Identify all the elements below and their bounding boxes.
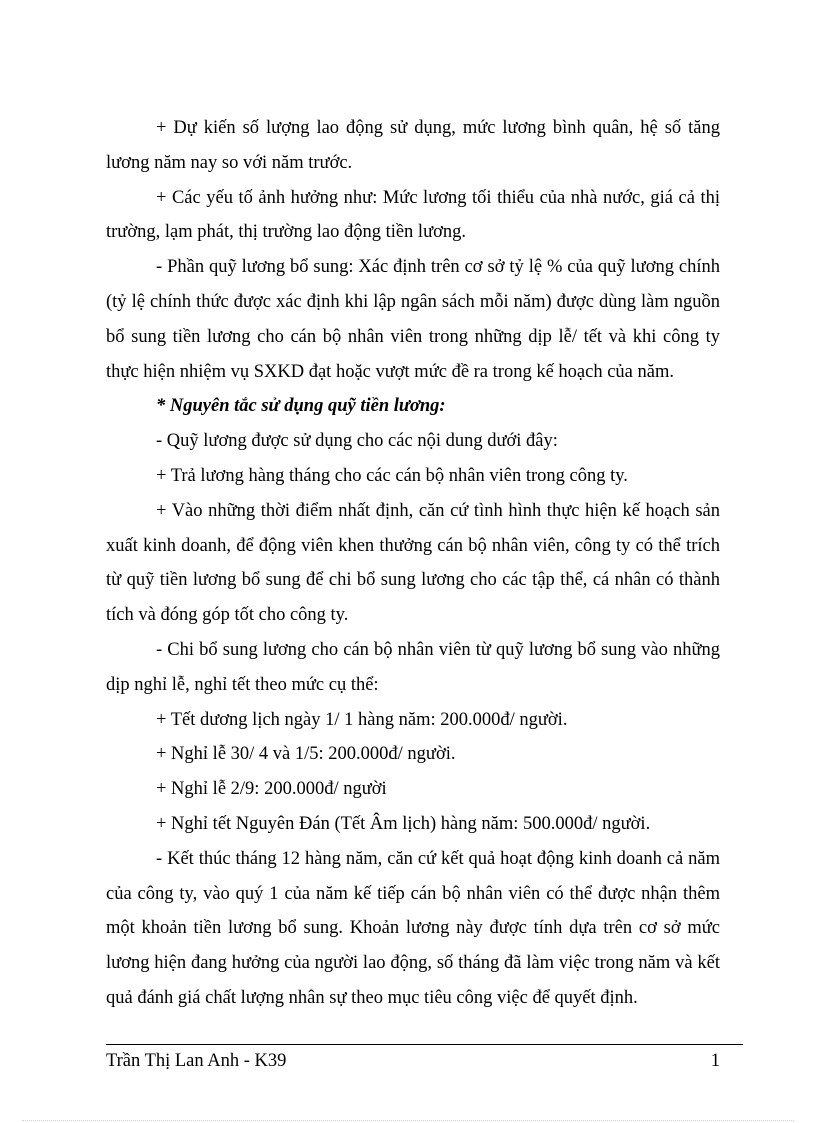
footer-author: Trần Thị Lan Anh - K39 bbox=[106, 1051, 287, 1071]
paragraph-monthly-salary: + Trả lương hàng tháng cho các cán bộ nhân viên trong công ty. bbox=[156, 465, 628, 486]
list-item-lunar-new-year: + Nghỉ tết Nguyên Đán (Tết Âm lịch) hàng năm: 500.000đ/ người. bbox=[156, 813, 651, 834]
paragraph-fund-usage: - Quỹ lương được sử dụng cho các nội dung dưới đây: bbox=[156, 431, 558, 452]
footer-divider bbox=[106, 1044, 743, 1045]
paragraph-labor-forecast: + Dự kiến số lượng lao động sử dụng, mức lương bình quân, hệ số tăng lương năm nay so với năm trước. bbox=[106, 118, 720, 173]
paragraph-supplementary-fund: - Phần quỹ lương bổ sung: Xác định trên cơ sở tỷ lệ % của quỹ lương chính (tỷ lệ chính thức được xác định khi lập ngân sách mỗi năm) được dùng làm nguồn bổ sung tiền lương cho cán bộ nhân viên trong những dịp lễ/ tết và khi công ty thực hiện nhiệm vụ SXKD đạt hoặc vượt mức đề ra trong kế hoạch của năm. bbox=[106, 257, 720, 382]
list-item-april-may-holiday: + Nghỉ lễ 30/ 4 và 1/5: 200.000đ/ người. bbox=[156, 744, 456, 765]
page-edge-divider bbox=[22, 1120, 794, 1121]
paragraph-year-end-bonus: - Kết thúc tháng 12 hàng năm, căn cứ kết quả hoạt động kinh doanh cả năm của công ty, vào quý 1 của năm kế tiếp cán bộ nhân viên có thể được nhận thêm một khoản tiền lương bổ sung. Khoản lương này được tính dựa trên cơ sở mức lương hiện đang hưởng của người lao động, số tháng đã làm việc trong năm và kết quả đánh giá chất lượng nhân sự theo mục tiêu công việc để quyết định. bbox=[106, 848, 720, 1008]
paragraph-holiday-bonus: - Chi bổ sung lương cho cán bộ nhân viên từ quỹ lương bổ sung vào những dịp nghỉ lễ, nghỉ tết theo mức cụ thể: bbox=[106, 639, 720, 695]
section-heading-fund-principles: * Nguyên tắc sử dụng quỹ tiền lương: bbox=[156, 396, 446, 417]
document-body bbox=[106, 111, 720, 1016]
list-item-national-day: + Nghỉ lễ 2/9: 200.000đ/ người bbox=[156, 779, 387, 800]
paragraph-bonus-rewards: + Vào những thời điểm nhất định, căn cứ tình hình thực hiện kế hoạch sản xuất kinh doanh, để động viên khen thưởng cán bộ nhân viên, công ty có thể trích từ quỹ tiền lương bổ sung để chi bổ sung lương cho các tập thể, cá nhân có thành tích và đóng góp tốt cho công ty. bbox=[106, 500, 720, 626]
list-item-new-year: + Tết dương lịch ngày 1/ 1 hàng năm: 200.000đ/ người. bbox=[156, 709, 568, 730]
paragraph-influencing-factors: + Các yếu tố ảnh hưởng như: Mức lương tối thiểu của nhà nước, giá cả thị trường, lạm phát, thị trường lao động tiền lương. bbox=[106, 187, 720, 243]
page-number: 1 bbox=[710, 1051, 720, 1071]
